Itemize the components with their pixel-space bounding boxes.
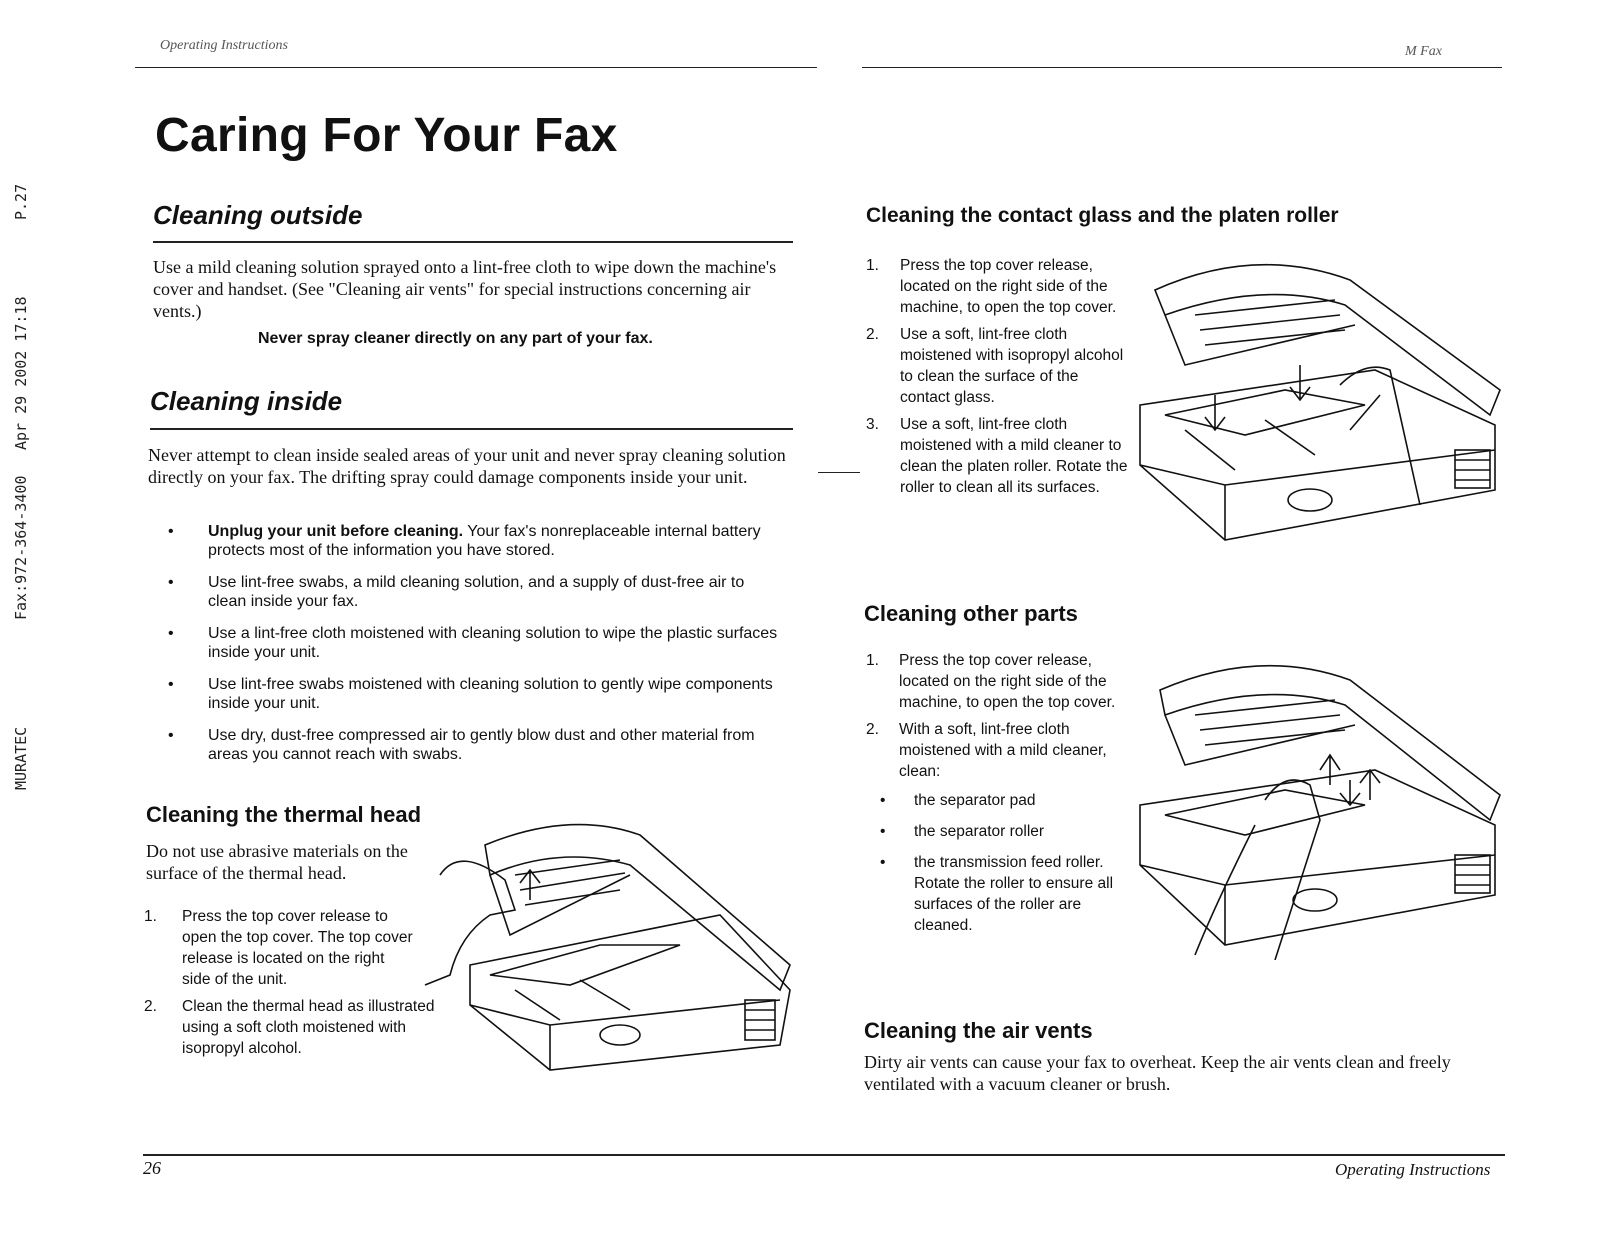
- list-item: 2. Clean the thermal head as illustrated using a soft cloth moistened with isopropyl alcohol.: [144, 998, 435, 1057]
- running-head-right: M Fax: [1405, 44, 1442, 59]
- footer-label: Operating Instructions: [1335, 1160, 1491, 1179]
- list-item: 2. With a soft, lint-free cloth moistened with a mild cleaner, clean: • the separator pad • the separator roller • the transmission feed roller. Rotate the roller to ensure all surfaces of the roller are cleaned.: [866, 719, 1134, 936]
- header-rule-left: [135, 67, 817, 68]
- running-head-left: Operating Instructions: [160, 38, 288, 53]
- cleaning-outside-warning: Never spray cleaner directly on any part of your fax.: [258, 330, 653, 347]
- thermal-head-steps: [144, 906, 435, 1065]
- list-item: • Unplug your unit before cleaning. Your fax's nonreplaceable internal battery protects most of the information you have stored.: [168, 523, 761, 559]
- heading-air-vents: Cleaning the air vents: [864, 1018, 1093, 1043]
- rule-cleaning-outside: [153, 241, 793, 243]
- other-parts-steps: [866, 650, 1134, 946]
- heading-cleaning-outside: Cleaning outside: [153, 200, 363, 230]
- thermal-head-intro: Do not use abrasive materials on the surface of the thermal head.: [146, 841, 408, 883]
- fax-illustration-contact-glass: [1135, 255, 1510, 550]
- cleaning-inside-body: Never attempt to clean inside sealed areas of your unit and never spray cleaning solution directly on your fax. The drifting spray could damage components inside your unit.: [148, 445, 786, 487]
- page-title: Caring For Your Fax: [155, 109, 618, 162]
- list-item: 1. Press the top cover release to open the top cover. The top cover release is located on the right side of the unit.: [144, 908, 413, 988]
- other-parts-sub-bullets: [866, 790, 1134, 936]
- list-item: • Use lint-free swabs, a mild cleaning solution, and a supply of dust-free air to clean inside your fax.: [168, 574, 745, 610]
- fax-illustration-other-parts: [1135, 655, 1510, 960]
- fax-date-time: Apr 29 2002 17:18: [12, 296, 30, 450]
- list-item: • the transmission feed roller. Rotate the roller to ensure all surfaces of the roller are cleaned.: [880, 854, 1114, 934]
- fax-page: P.27: [12, 183, 30, 220]
- list-item: • the separator pad: [880, 792, 1036, 809]
- list-item: • Use a lint-free cloth moistened with cleaning solution to wipe the plastic surfaces inside your unit.: [168, 625, 778, 661]
- cleaning-outside-body: Use a mild cleaning solution sprayed onto a lint-free cloth to wipe down the machine's cover and handset. (See "Cleaning air vents" for special instructions concerning air vents.): [153, 257, 777, 321]
- list-item: 1. Press the top cover release, located on the right side of the machine, to open the top cover.: [866, 652, 1116, 711]
- footer-page-number: 26: [143, 1158, 161, 1178]
- contact-glass-steps: [866, 255, 1132, 504]
- list-item: • the separator roller: [880, 823, 1045, 840]
- heading-other-parts: Cleaning other parts: [864, 601, 1078, 626]
- list-item: • Use lint-free swabs moistened with cleaning solution to gently wipe components inside your unit.: [168, 676, 773, 712]
- air-vents-body: Dirty air vents can cause your fax to overheat. Keep the air vents clean and freely ventilated with a vacuum cleaner or brush.: [864, 1052, 1451, 1094]
- heading-contact-glass: Cleaning the contact glass and the platen roller: [866, 204, 1339, 227]
- fax-sender: MURATEC: [12, 726, 30, 790]
- fax-transmission-header: [12, 170, 32, 790]
- rule-cleaning-inside: [150, 428, 793, 430]
- cleaning-inside-bullets: [168, 522, 778, 777]
- margin-dash: [818, 472, 860, 473]
- footer-rule: [143, 1154, 1505, 1156]
- fax-illustration-thermal-head: [420, 815, 805, 1080]
- heading-cleaning-inside: Cleaning inside: [150, 386, 343, 416]
- fax-number: Fax:972-364-3400: [12, 475, 30, 620]
- list-item: • Use dry, dust-free compressed air to gently blow dust and other material from areas you cannot reach with swabs.: [168, 727, 755, 763]
- header-rule-right: [862, 67, 1502, 68]
- heading-thermal-head: Cleaning the thermal head: [146, 802, 422, 827]
- list-item: 3. Use a soft, lint-free cloth moistened with a mild cleaner to clean the platen roller. Rotate the roller to clean all its surfaces.: [866, 416, 1128, 496]
- list-item: 2. Use a soft, lint-free cloth moistened with isopropyl alcohol to clean the surface of the contact glass.: [866, 326, 1124, 406]
- list-item: 1. Press the top cover release, located on the right side of the machine, to open the top cover.: [866, 257, 1117, 316]
